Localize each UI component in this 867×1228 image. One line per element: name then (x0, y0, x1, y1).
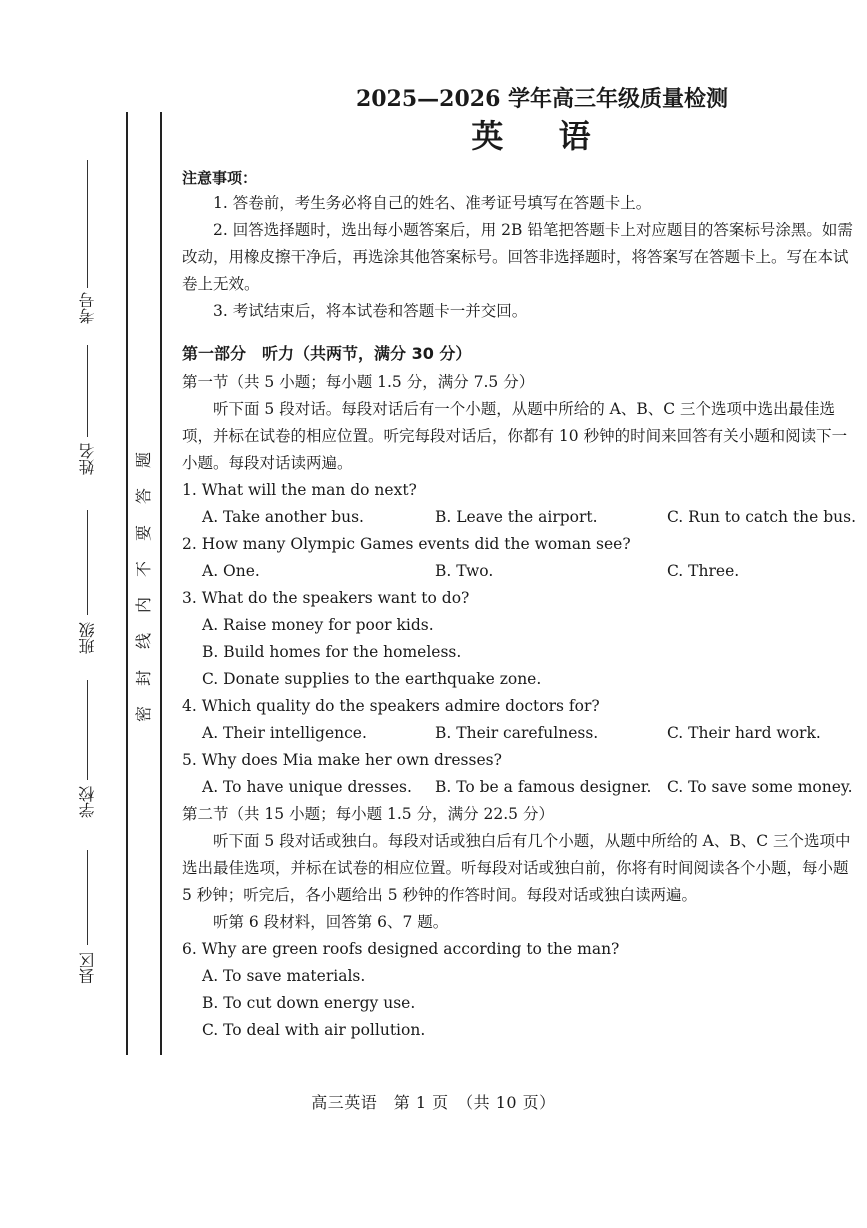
field-school[interactable] (68, 680, 108, 838)
question-options (182, 774, 862, 801)
option-a: A. To save materials. (202, 967, 366, 985)
exam-subject: 英 语 (471, 117, 613, 155)
seal-char: 题 (133, 451, 153, 469)
seal-char: 线 (133, 633, 153, 650)
section-heading: 第二节（共 15 小题；每小题 1.5 分，满分 22.5 分） (182, 805, 554, 823)
option-a: A. Their intelligence. (202, 724, 367, 742)
option-a: A. One. (202, 562, 260, 580)
option-b: B. Leave the airport. (435, 508, 598, 526)
option-c: C. To deal with air pollution. (202, 1021, 426, 1039)
section-instructions: 听下面 5 段对话或独白。每段对话或独白后有几个小题，从题中所给的 A、B、C 三个选项中选出最佳选项，并标在试卷的相应位置。听每段对话或独白前，你将有时间阅读各个小题，每小题 5 秒钟；听完后，各小题给出 5 秒钟的作答时间。每段对话或独白读两遍。 (182, 832, 851, 904)
field-label: 学校 (78, 786, 97, 818)
question-stem: 5. Why does Mia make her own dresses? (182, 751, 502, 769)
question-options (182, 720, 862, 747)
option-b: B. Build homes for the homeless. (202, 643, 462, 661)
question-stem: 6. Why are green roofs designed according to the man? (182, 940, 620, 958)
seal-char: 封 (133, 669, 153, 686)
field-label: 考号 (78, 292, 97, 324)
option-a: A. Raise money for poor kids. (202, 616, 434, 634)
field-class[interactable] (68, 510, 108, 675)
seal-line-notice (132, 452, 156, 722)
question-options (182, 558, 862, 585)
field-label: 班级 (78, 622, 97, 654)
field-label: 姓名 (78, 443, 97, 475)
question-stem: 4. Which quality do the speakers admire doctors for? (182, 697, 600, 715)
field-exam-number[interactable] (68, 160, 108, 345)
notice-item: 1. 答卷前，考生务必将自己的姓名、准考证号填写在答题卡上。 (213, 194, 652, 212)
seal-char: 密 (133, 705, 153, 722)
section-heading: 第一节（共 5 小题；每小题 1.5 分，满分 7.5 分） (182, 373, 535, 391)
question-stem: 2. How many Olympic Games events did the woman see? (182, 535, 631, 553)
binding-line-inner (160, 112, 162, 1055)
option-c: C. Three. (667, 562, 740, 580)
question-stem: 3. What do the speakers want to do? (182, 589, 470, 607)
field-label: 县区 (78, 952, 97, 984)
seal-char: 要 (133, 524, 153, 541)
material-note: 听第 6 段材料，回答第 6、7 题。 (213, 913, 449, 931)
notice-item: 3. 考试结束后，将本试卷和答题卡一并交回。 (213, 302, 528, 320)
option-c: C. Donate supplies to the earthquake zone. (202, 670, 542, 688)
notice-heading: 注意事项： (182, 169, 258, 187)
option-a: A. Take another bus. (202, 508, 364, 526)
option-b: B. Their carefulness. (435, 724, 599, 742)
notice-item: 2. 回答选择题时，选出每小题答案后，用 2B 铅笔把答题卡上对应题目的答案标号涂黑。如需改动，用橡皮擦干净后，再选涂其他答案标号。回答非选择题时，将答案写在答题卡上。写在本试卷上无效。 (182, 221, 853, 293)
option-c: C. To save some money. (667, 778, 853, 796)
page-footer: 高三英语 第 1 页 （共 10 页） (311, 1093, 556, 1112)
section-instructions: 听下面 5 段对话。每段对话后有一个小题，从题中所给的 A、B、C 三个选项中选出最佳选项，并标在试卷的相应位置。听完每段对话后，你都有 10 秒钟的时间来回答有关小题和阅读下一小题。每段对话读两遍。 (182, 400, 848, 472)
part-heading: 第一部分 听力（共两节，满分 30 分） (182, 344, 472, 363)
question-options (182, 504, 862, 531)
field-name[interactable] (68, 345, 108, 495)
option-b: B. To cut down energy use. (202, 994, 416, 1012)
exam-title: 2025—2026 学年高三年级质量检测 (355, 86, 729, 112)
field-district[interactable] (68, 850, 108, 1005)
seal-char: 不 (133, 560, 153, 577)
option-b: B. Two. (435, 562, 494, 580)
question-stem: 1. What will the man do next? (182, 481, 417, 499)
seal-char: 答 (133, 488, 153, 505)
option-b: B. To be a famous designer. (435, 778, 652, 796)
binding-line-outer (126, 112, 128, 1055)
option-a: A. To have unique dresses. (202, 778, 412, 796)
seal-char: 内 (133, 597, 153, 614)
option-c: C. Their hard work. (667, 724, 821, 742)
option-c: C. Run to catch the bus. (667, 508, 857, 526)
exam-content (182, 84, 862, 1044)
